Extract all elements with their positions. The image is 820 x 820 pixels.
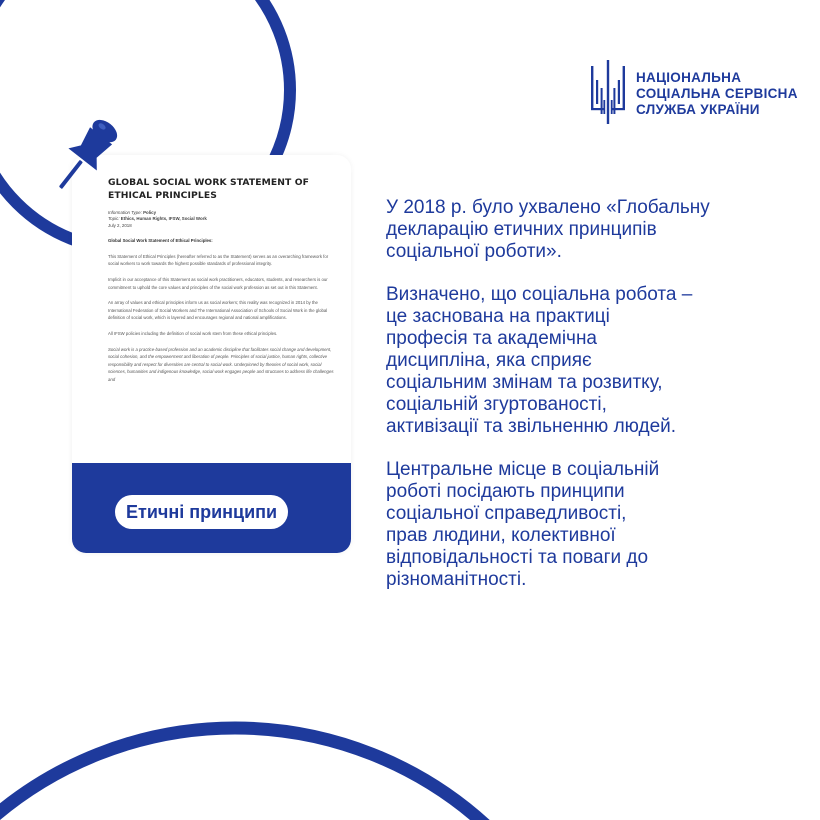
document-meta [108, 210, 336, 229]
pushpin-icon [50, 112, 122, 202]
card-footer-band [72, 463, 351, 553]
document-paragraph: All IFSW policies including the definition of social work stem from these ethical principles. [108, 330, 278, 336]
principles-paragraph: Центральне місце в соціальній роботі посідають принципи соціальної справедливості, прав людини, колективної відповідальності та поваги до різноманітності. [386, 459, 660, 590]
brand-logo [588, 60, 798, 124]
document-paragraph: An array of values and ethical principles inform us as social workers; this reality was recognized in 2014 by the International Federation of Social Workers and The International Association of Schools of Social Work in the global definition of social work, which is layered and encourages regional and national amplifications. [108, 300, 328, 321]
document-title: GLOBAL SOCIAL WORK STATEMENT OF ETHICAL PRINCIPLES [108, 177, 310, 201]
bottom-arc [0, 728, 607, 820]
document-paragraph: Social work is a practice-based profession and an academic discipline that facilitates social change and development, social cohesion, and the empowerment and liberation of people. Principles of social justice, human rights, collective responsibility and respect for diversities are central to social work. Underpinned by theories of social work, social sciences, humanities and indigenous knowledge, social work engages people and structures to address life challenges and [108, 346, 334, 382]
intro-paragraph: У 2018 р. було ухвалено «Глобальну декларацію етичних принципів соціальної роботи». [386, 197, 710, 262]
document-preview [108, 177, 336, 384]
document-heading: Global Social Work Statement of Ethical Principles: [108, 238, 213, 244]
trident-emblem-icon [588, 60, 628, 124]
brand-line: СЛУЖБА УКРАЇНИ [636, 102, 760, 117]
meta-line [108, 223, 336, 229]
ethics-principles-button[interactable]: Етичні принципи [115, 495, 288, 529]
meta-value: Policy [143, 210, 157, 215]
meta-key: Information Type: [108, 210, 142, 215]
document-card [72, 155, 351, 553]
meta-date: July 2, 2018 [108, 222, 132, 228]
brand-name [636, 70, 798, 118]
definition-paragraph: Визначено, що соціальна робота – це заснована на практиці професія та академічна дисципліна, яка сприяє соціальним змінам та розвитку, соціальній згуртованості, активізації та звільненню людей. [386, 284, 693, 437]
brand-line: НАЦІОНАЛЬНА [636, 70, 742, 85]
main-text [386, 197, 781, 591]
document-paragraph: This Statement of Ethical Principles (hereafter referred to as the Statement) serves as an overarching framework for social workers to work towards the highest possible standards of professional integrity. [108, 253, 329, 267]
meta-key: Topic: [108, 216, 120, 222]
document-paragraph: Implicit in our acceptance of this Statement as social work practitioners, educators, students, and researchers is our commitment to uphold the core values and principles of the social work profession as set out in this Statement. [108, 277, 328, 290]
meta-value: Ethics, Human Rights, IFSW, Social Work [120, 216, 207, 222]
brand-line: СОЦІАЛЬНА СЕРВІСНА [636, 86, 798, 101]
